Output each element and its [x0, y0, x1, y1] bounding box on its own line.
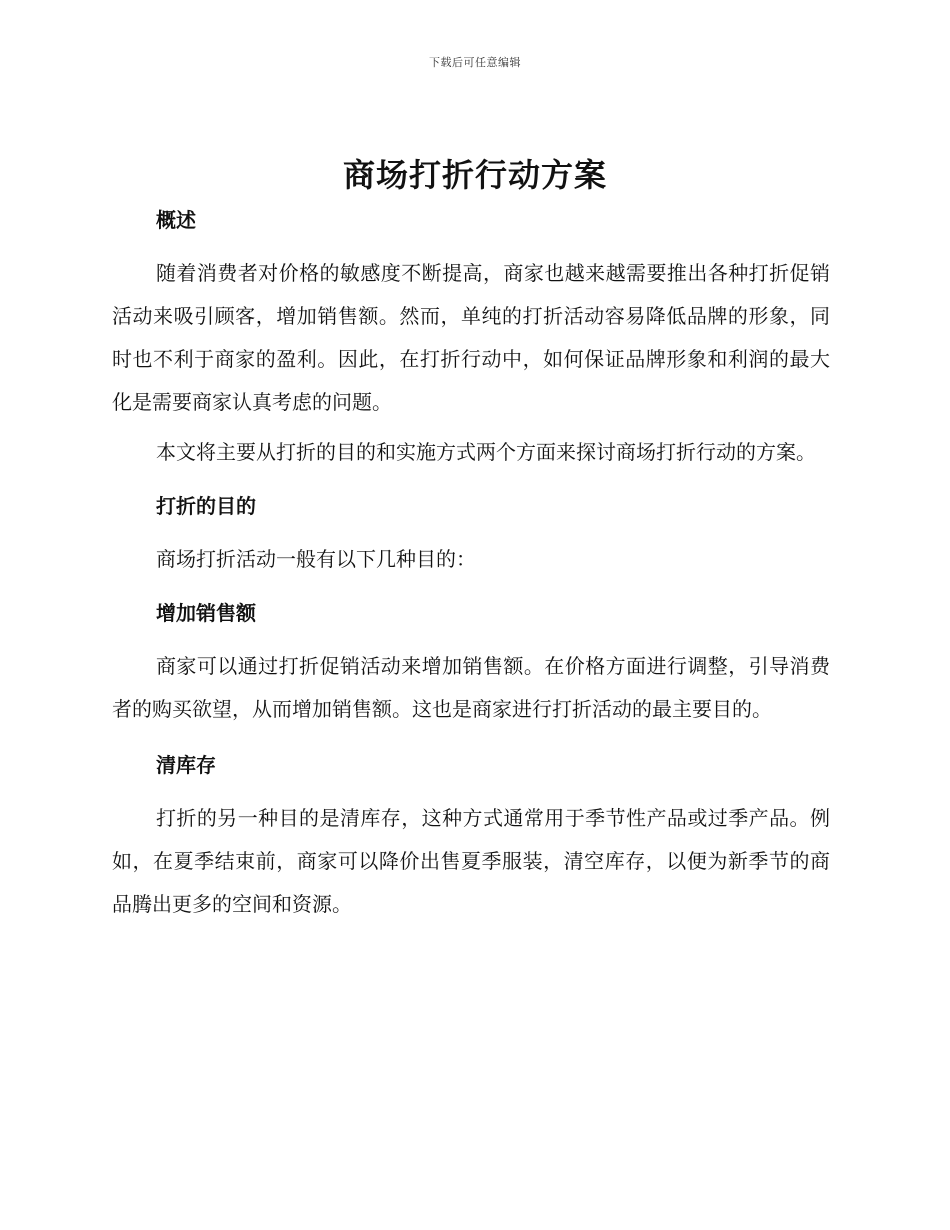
increase-sales-paragraph: 商家可以通过打折促销活动来增加销售额。在价格方面进行调整，引导消费者的购买欲望，从而增加销售额。这也是商家进行打折活动的最主要目的。: [112, 654, 830, 721]
section-heading-goals: 打折的目的: [156, 494, 256, 518]
overview-paragraph-2: 本文将主要从打折的目的和实施方式两个方面来探讨商场打折行动的方案。: [156, 440, 816, 464]
page-header-note: 下载后可任意编辑: [429, 56, 521, 69]
clear-stock-paragraph: 打折的另一种目的是清库存，这种方式通常用于季节性产品或过季产品。例如，在夏季结束前，商家可以降价出售夏季服装，清空库存，以便为新季节的商品腾出更多的空间和资源。: [112, 806, 830, 916]
section-heading-overview: 概述: [156, 208, 196, 232]
section-heading-clear-stock: 清库存: [156, 753, 216, 777]
document-title: 商场打折行动方案: [342, 156, 607, 194]
goals-intro-paragraph: 商场打折活动一般有以下几种目的：: [156, 547, 476, 571]
document-body: [112, 200, 830, 926]
section-heading-increase-sales: 增加销售额: [156, 601, 256, 625]
overview-paragraph-1: 随着消费者对价格的敏感度不断提高，商家也越来越需要推出各种打折促销活动来吸引顾客，增加销售额。然而，单纯的打折活动容易降低品牌的形象，同时也不利于商家的盈利。因此，在打折行动中，如何保证品牌形象和利润的最大化是需要商家认真考虑的问题。: [112, 261, 830, 414]
